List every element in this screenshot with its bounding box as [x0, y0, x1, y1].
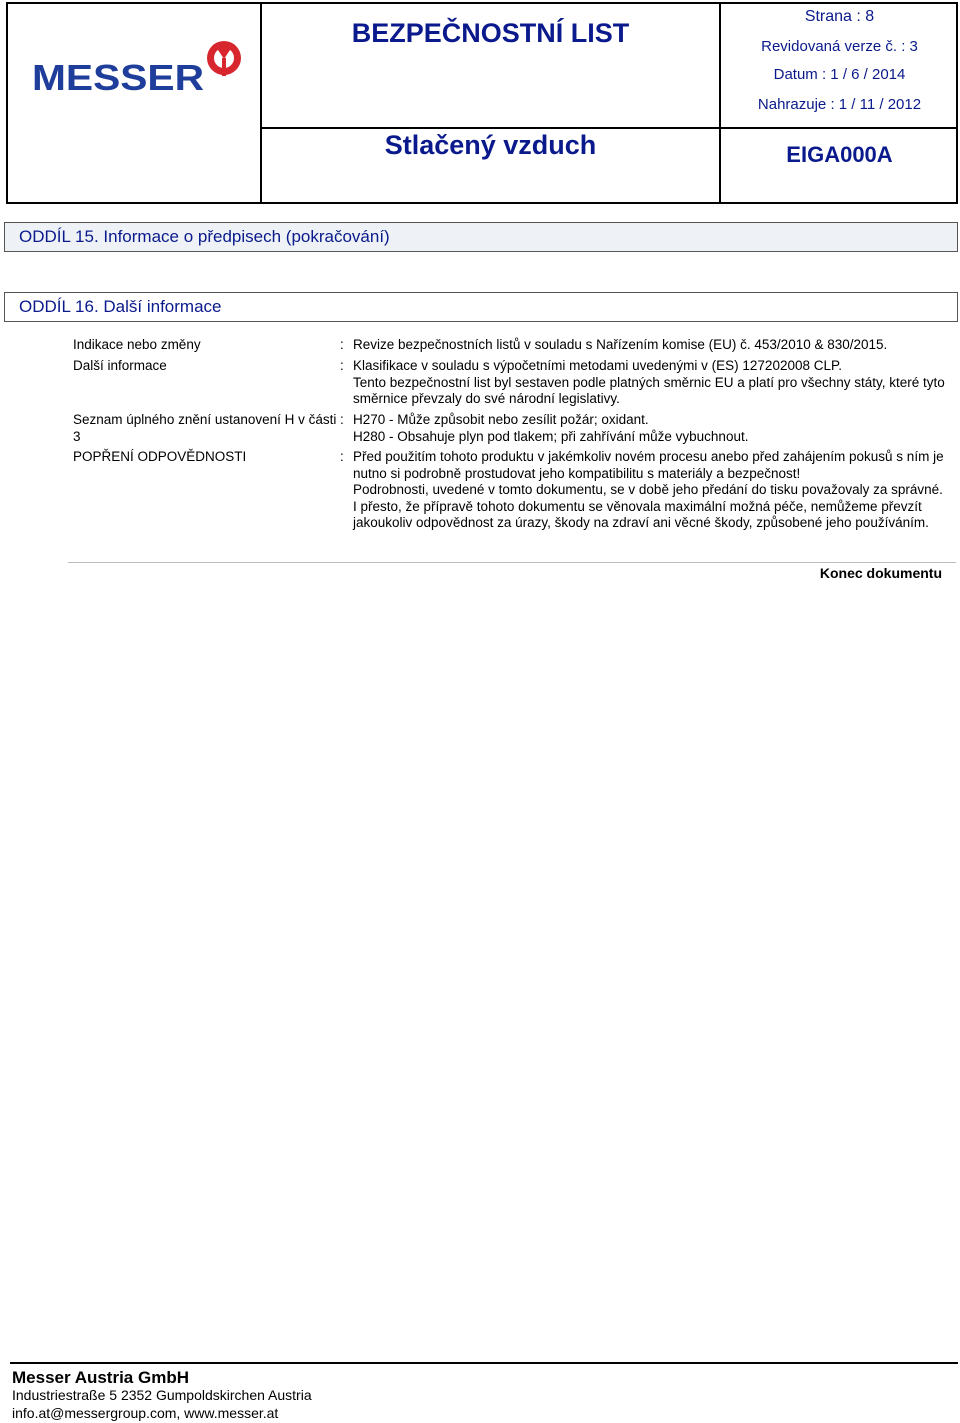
section-15-heading: ODDÍL 15. Informace o předpisech (pokračování) — [4, 222, 958, 252]
row-value: Klasifikace v souladu s výpočetními metodami uvedenými v (ES) 127202008 CLP. Tento bezpečnostní list byl sestaven podle platných směrnic EU a platí pro všechny státy, které tyto směrnice převzaly do své národní legislativy. — [353, 358, 945, 406]
document-code: EIGA000A — [786, 142, 893, 167]
row-value: Před použitím tohoto produktu v jakémkoliv novém procesu anebo před zahájením pokusů s ním je nutno si podrobně prostudovat jeho kompatibilitu s materiály a bezpečnost! Podrobnosti, uvedené v tomto dokumentu, se v době jeho předání do tisku považovaly za správné. I přesto, že přípravě tohoto dokumentu se věnovala maximální možná péče, nemůžeme převzít jakoukoliv odpovědnost za úrazy, škody na zdraví ani věcné škody, způsobené jeho používáním. — [353, 449, 944, 530]
row-colon: : — [340, 412, 344, 427]
row-colon: : — [340, 449, 344, 464]
section-16-heading: ODDÍL 16. Další informace — [4, 292, 958, 322]
document-header — [6, 2, 958, 204]
row-value: H270 - Může způsobit nebo zesílit požár; oxidant. H280 - Obsahuje plyn pod tlakem; při zahřívání může vybuchnout. — [353, 412, 749, 444]
product-name: Stlačený vzduch — [384, 130, 597, 160]
messer-logo — [30, 38, 248, 98]
revision-number: Revidovaná verze č. : 3 — [761, 38, 918, 55]
footer-divider — [10, 1362, 958, 1364]
row-label: Seznam úplného znění ustanovení H v části 3 — [73, 412, 337, 444]
document-title: BEZPEČNOSTNÍ LIST — [351, 18, 630, 48]
end-of-document: Konec dokumentu — [819, 565, 942, 581]
row-label: Další informace — [73, 358, 167, 373]
page-number: Strana : 8 — [804, 8, 875, 25]
revision-date: Datum : 1 / 6 / 2014 — [773, 66, 906, 83]
row-label: POPŘENÍ ODPOVĚDNOSTI — [73, 449, 247, 464]
content-divider — [68, 562, 956, 563]
logo-wordmark: MESSER — [32, 57, 204, 98]
supersedes-date: Nahrazuje : 1 / 11 / 2012 — [757, 96, 922, 113]
footer-company: Messer Austria GmbH — [12, 1368, 189, 1387]
row-label: Indikace nebo změny — [73, 337, 201, 352]
header-divider — [260, 127, 956, 129]
row-colon: : — [340, 358, 344, 373]
row-colon: : — [340, 337, 344, 352]
footer-address: Industriestraße 5 2352 Gumpoldskirchen Austria — [12, 1387, 312, 1403]
footer-contact: info.at@messergroup.com, www.messer.at — [12, 1405, 279, 1421]
row-value: Revize bezpečnostních listů v souladu s Nařízením komise (EU) č. 453/2010 & 830/2015. — [353, 337, 888, 352]
